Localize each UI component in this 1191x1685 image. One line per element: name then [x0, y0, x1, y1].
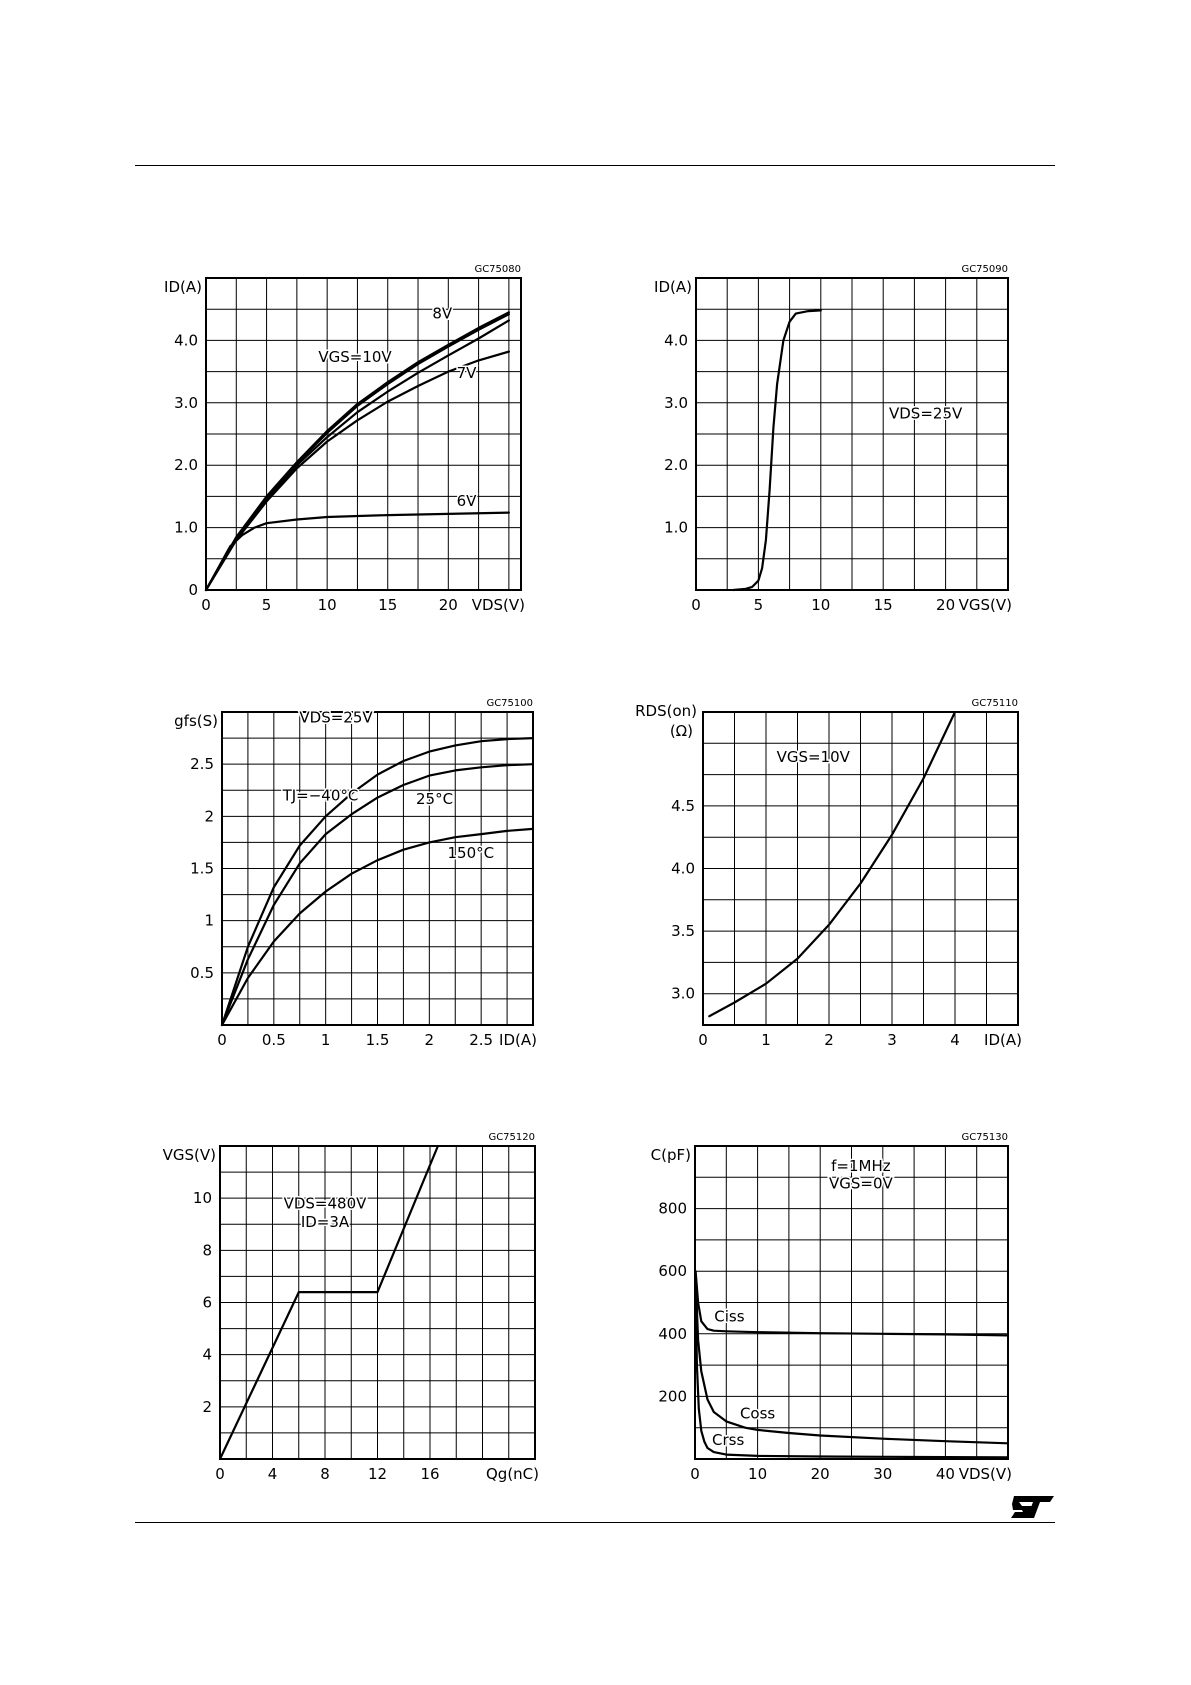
annotation-label: VDS=480V — [283, 1194, 367, 1213]
y-tick-label: 3.0 — [174, 393, 198, 412]
x-axis-label: VGS(V) — [958, 596, 1012, 614]
y-tick-label: 3.0 — [671, 984, 695, 1003]
annotation-label: VGS=0V — [828, 1174, 893, 1193]
st-logo — [1010, 1494, 1056, 1520]
y-tick-label: 3.0 — [664, 393, 688, 412]
x-tick-label: 40 — [935, 1465, 955, 1483]
x-tick-label: 0 — [215, 1465, 225, 1483]
x-tick-label: 15 — [378, 596, 398, 614]
x-tick-label: 10 — [811, 596, 831, 614]
y-tick-label: 6 — [202, 1293, 212, 1312]
y-tick-label: 2.0 — [664, 456, 688, 475]
y-tick-label: 1.5 — [190, 859, 214, 878]
annotation-label: 6V — [456, 491, 477, 510]
x-tick-label: 5 — [261, 596, 272, 614]
annotation-label: VGS=10V — [318, 348, 392, 367]
annotation-label: 7V — [456, 363, 477, 382]
x-tick-label: 1.5 — [365, 1031, 390, 1049]
y-axis-label: C(pF) — [650, 1146, 691, 1164]
y-tick-label: 4.0 — [671, 859, 695, 878]
y-tick-label: 0.5 — [190, 963, 214, 982]
y-tick-label: 10 — [192, 1189, 212, 1208]
y-tick-label: 4 — [202, 1345, 212, 1364]
x-tick-label: 20 — [438, 596, 458, 614]
figure-code: GC75110 — [971, 698, 1018, 709]
y-tick-label: 800 — [658, 1199, 687, 1218]
x-tick-label: 5 — [753, 596, 764, 614]
annotation-label: Crss — [712, 1430, 745, 1449]
figure-code: GC75120 — [488, 1132, 535, 1143]
x-tick-label: 0 — [691, 596, 701, 614]
x-tick-label: 2 — [824, 1031, 834, 1049]
y-tick-label: 4.0 — [664, 331, 688, 350]
y-tick-label: 2 — [204, 807, 214, 826]
figure-code: GC75080 — [474, 264, 521, 275]
x-axis-label: ID(A) — [984, 1031, 1022, 1049]
y-tick-label: 2 — [202, 1397, 212, 1416]
y-tick-label: 1 — [204, 911, 214, 930]
y-tick-label: 3.5 — [671, 922, 695, 941]
x-tick-label: 10 — [317, 596, 337, 614]
annotation-label: Coss — [739, 1404, 776, 1423]
y-axis-label-unit: (Ω) — [669, 722, 693, 740]
y-axis-label: ID(A) — [164, 278, 202, 296]
y-axis-label: VGS(V) — [162, 1146, 216, 1164]
y-axis-label: gfs(S) — [174, 712, 218, 730]
x-tick-label: 0 — [698, 1031, 708, 1049]
y-tick-label: 2.0 — [174, 456, 198, 475]
x-tick-label: 3 — [887, 1031, 897, 1049]
x-tick-label: 20 — [810, 1465, 830, 1483]
x-tick-label: 0 — [217, 1031, 227, 1049]
figure-code: GC75100 — [486, 698, 533, 709]
y-tick-label: 2.5 — [190, 755, 214, 774]
x-axis-label: VDS(V) — [471, 596, 525, 614]
figure-code: GC75130 — [961, 1132, 1008, 1143]
y-tick-label: 1.0 — [174, 518, 198, 537]
annotation-label: TJ=−40°C — [282, 786, 359, 805]
x-tick-label: 16 — [420, 1465, 440, 1483]
x-tick-label: 1 — [761, 1031, 771, 1049]
x-tick-label: 30 — [873, 1465, 893, 1483]
x-tick-label: 1 — [320, 1031, 331, 1049]
x-tick-label: 0 — [201, 596, 211, 614]
y-tick-label: 4.5 — [671, 796, 695, 815]
y-tick-label: 200 — [658, 1387, 687, 1406]
annotation-label: ID=3A — [300, 1212, 350, 1231]
y-tick-label: 400 — [658, 1324, 687, 1343]
x-tick-label: 15 — [873, 596, 893, 614]
x-tick-label: 2 — [424, 1031, 435, 1049]
y-tick-label: 1.0 — [664, 518, 688, 537]
annotation-label: VDS=25V — [299, 708, 373, 727]
x-tick-label: 10 — [748, 1465, 768, 1483]
y-tick-label: 4.0 — [174, 331, 198, 350]
x-tick-label: 0 — [690, 1465, 700, 1483]
x-tick-label: 4 — [267, 1465, 278, 1483]
x-axis-label: Qg(nC) — [485, 1465, 539, 1483]
x-tick-label: 2.5 — [469, 1031, 494, 1049]
x-tick-label: 8 — [320, 1465, 330, 1483]
x-tick-label: 20 — [936, 596, 956, 614]
x-tick-label: 12 — [367, 1465, 388, 1483]
y-tick-label: 8 — [202, 1241, 212, 1260]
figure-code: GC75090 — [961, 264, 1008, 275]
annotation-label: VDS=25V — [889, 404, 963, 423]
x-axis-label: VDS(V) — [958, 1465, 1012, 1483]
y-tick-label: 600 — [658, 1262, 687, 1281]
y-axis-label: RDS(on) — [635, 702, 697, 720]
annotation-label: f=1MHz — [831, 1157, 891, 1176]
annotation-label: Ciss — [714, 1307, 745, 1326]
y-tick-label: 0 — [188, 581, 198, 599]
annotation-label: VGS=10V — [776, 748, 850, 767]
annotation-label: 25°C — [415, 789, 454, 808]
x-axis-label: ID(A) — [499, 1031, 537, 1049]
y-axis-label: ID(A) — [654, 278, 692, 296]
x-tick-label: 4 — [950, 1031, 960, 1049]
annotation-label: 150°C — [447, 844, 495, 863]
annotation-label: 8V — [432, 304, 453, 323]
x-tick-label: 0.5 — [261, 1031, 286, 1049]
